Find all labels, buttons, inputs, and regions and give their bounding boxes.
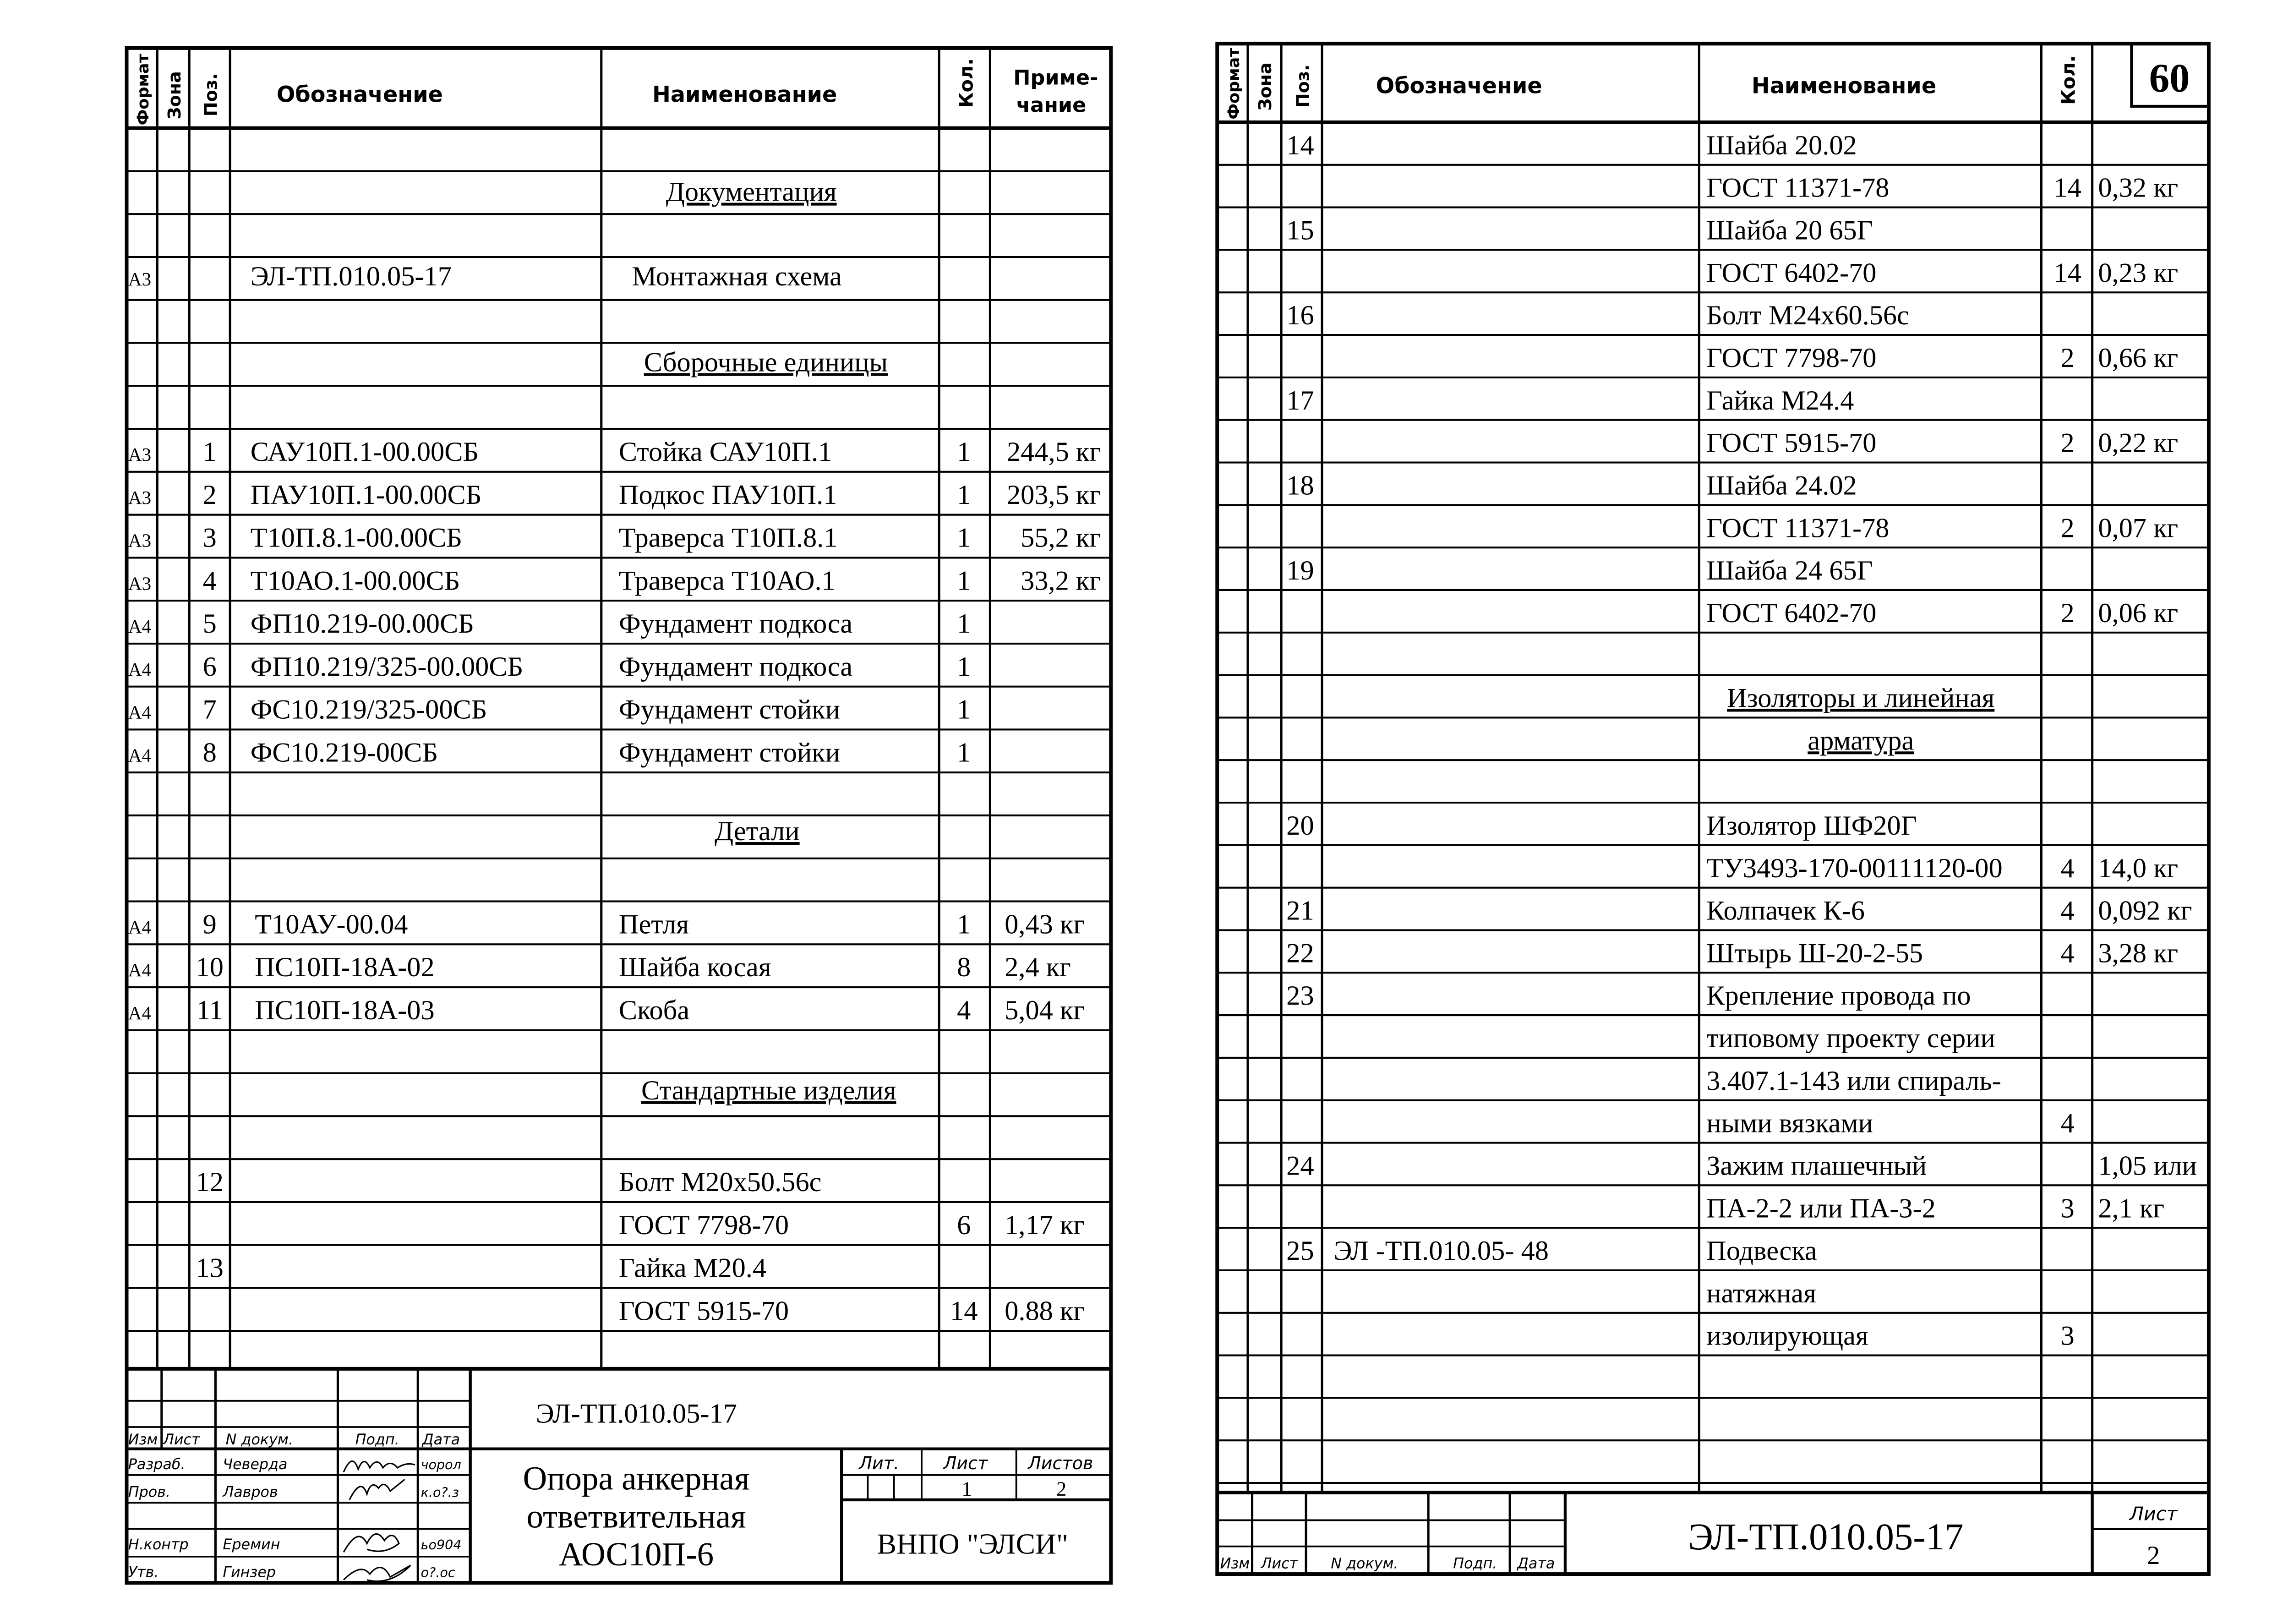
header-note-line2: чание	[1016, 93, 1087, 117]
doc-format: А3	[128, 268, 152, 290]
col-list: Лист	[163, 1432, 200, 1449]
header-name: Наименование	[652, 82, 837, 108]
row-note: 0,32 кг	[2098, 172, 2179, 203]
row-qty: 3	[2060, 1193, 2075, 1224]
row-format: А4	[128, 1002, 152, 1023]
row-qty: 1	[957, 437, 971, 468]
row-name: Шайба 20.02	[1706, 130, 1857, 161]
date-approve: о?.ос	[421, 1564, 455, 1580]
date-develop: чорол	[421, 1457, 461, 1473]
sheet-value: 1	[961, 1477, 972, 1500]
row-name: Траверса Т10П.8.1	[618, 522, 838, 553]
row-designation: ПС10П-18А-03	[255, 995, 435, 1026]
row-note: 0,092 кг	[2098, 895, 2192, 926]
row-name: ГОСТ 6402-70	[1706, 257, 1877, 289]
row-designation: ЭЛ -ТП.010.05- 48	[1333, 1236, 1549, 1267]
col-date: Дата	[1517, 1555, 1555, 1572]
row-pos: 3	[202, 522, 217, 553]
row-name: Гайка М20.4	[618, 1252, 767, 1284]
row-pos: 6	[202, 651, 217, 682]
row-note: 2,1 кг	[2098, 1193, 2164, 1224]
row-qty: 4	[2060, 853, 2075, 884]
row-pos: 18	[1286, 470, 1314, 501]
row-name: Шайба 24 65Г	[1706, 555, 1873, 586]
row-name: ГОСТ 5915-70	[1706, 427, 1877, 459]
name-ncontrol: Еремин	[223, 1536, 280, 1553]
row-format: А4	[128, 959, 152, 981]
row-pos: 8	[202, 737, 217, 768]
row-format: А4	[128, 701, 152, 723]
signature-develop	[344, 1461, 415, 1472]
row-note: 14,0 кг	[2098, 853, 2179, 884]
right-table-body	[1286, 130, 2197, 1351]
row-note: 0,66 кг	[2098, 342, 2179, 373]
row-name: Болт М24х60.56с	[1706, 300, 1909, 331]
row-pos: 21	[1286, 895, 1314, 926]
header-format: Формат	[134, 54, 153, 126]
row-qty: 1	[957, 694, 971, 725]
row-note: 1,05 или	[2098, 1150, 2197, 1181]
row-pos: 10	[196, 952, 224, 983]
row-qty: 14	[2054, 172, 2081, 203]
col-izm: Изм	[1220, 1555, 1250, 1572]
sheet-value: 2	[2146, 1541, 2160, 1570]
row-note: 0,43 кг	[1005, 909, 1085, 940]
row-pos: 15	[1286, 215, 1314, 246]
row-format: А4	[128, 916, 152, 938]
row-name: Крепление провода по	[1706, 980, 1971, 1012]
left-header-row	[134, 54, 1098, 126]
page-number-badge: 60	[2149, 56, 2190, 101]
row-format: А4	[128, 658, 152, 680]
row-name: ГОСТ 7798-70	[1706, 342, 1877, 373]
sheet-label: Лист	[943, 1453, 988, 1474]
title-line-1: Опора анкерная	[523, 1460, 750, 1497]
col-izm: Изм	[128, 1432, 158, 1449]
row-qty: 1	[957, 565, 971, 596]
row-note: 3,28 кг	[2098, 938, 2179, 969]
sheets-value: 2	[1056, 1477, 1067, 1500]
row-note: 0,06 кг	[2098, 597, 2179, 629]
left-title-block	[128, 1398, 1093, 1581]
row-name: Подкос ПАУ10П.1	[618, 479, 837, 510]
name-develop: Чеверда	[223, 1456, 288, 1473]
header-designation: Обозначение	[276, 82, 443, 108]
right-header-row	[1225, 48, 2079, 120]
right-title-block	[1220, 1503, 2179, 1572]
row-designation: ПАУ10П.1-00.00СБ	[250, 479, 482, 510]
row-name: типовому проекту серии	[1706, 1023, 1995, 1054]
row-name: ГОСТ 7798-70	[618, 1209, 789, 1241]
role-check: Пров.	[128, 1484, 171, 1501]
row-pos: 7	[202, 694, 217, 725]
name-approve: Гинзер	[223, 1564, 276, 1581]
row-pos: 5	[202, 608, 217, 640]
row-name: Стойка САУ10П.1	[618, 437, 832, 468]
section-assembly-units: Сборочные единицы	[644, 347, 888, 378]
row-name: ГОСТ 5915-70	[618, 1296, 789, 1327]
row-name: ТУ3493-170-00111120-00	[1706, 853, 2003, 884]
header-format: Формат	[1224, 48, 1243, 120]
row-name: ными вязками	[1706, 1108, 1873, 1139]
row-name: Шайба 20 65Г	[1706, 215, 1873, 246]
title-line-3: АОС10П-6	[558, 1535, 714, 1573]
section-details: Детали	[715, 816, 800, 847]
row-note: 0,22 кг	[2098, 427, 2179, 459]
signature-check	[350, 1479, 405, 1500]
row-name: Шайба косая	[618, 952, 771, 983]
row-pos: 16	[1286, 300, 1314, 331]
row-qty: 14	[950, 1296, 978, 1327]
header-designation: Обозначение	[1376, 73, 1542, 99]
row-designation: САУ10П.1-00.00СБ	[250, 437, 479, 468]
row-note: 1,17 кг	[1005, 1209, 1085, 1241]
row-format: А3	[128, 573, 152, 594]
signature-ncontrol	[344, 1534, 399, 1552]
row-qty: 4	[957, 995, 971, 1026]
row-pos: 20	[1286, 810, 1314, 841]
row-pos: 14	[1286, 130, 1314, 161]
row-pos: 12	[196, 1167, 224, 1198]
row-designation: ФП10.219/325-00.00СБ	[250, 651, 524, 682]
row-name: Фундамент стойки	[618, 737, 840, 768]
row-designation: Т10АО.1-00.00СБ	[250, 565, 460, 596]
role-approve: Утв.	[128, 1564, 159, 1581]
row-name: Скоба	[618, 995, 690, 1026]
row-pos: 24	[1286, 1150, 1314, 1181]
col-list: Лист	[1261, 1555, 1298, 1572]
row-pos: 9	[202, 909, 217, 940]
row-designation: ФС10.219/325-00СБ	[250, 694, 487, 725]
row-qty: 2	[2060, 513, 2075, 544]
row-note: 55,2 кг	[1021, 522, 1101, 553]
row-name: Зажим плашечный	[1706, 1150, 1927, 1181]
role-ncontrol: Н.контр	[128, 1536, 189, 1553]
col-sign: Подп.	[355, 1432, 399, 1449]
row-qty: 2	[2060, 597, 2075, 629]
row-qty: 4	[2060, 895, 2075, 926]
row-name: Подвеска	[1706, 1236, 1817, 1267]
row-note: 33,2 кг	[1021, 565, 1101, 596]
row-note: 203,5 кг	[1006, 479, 1101, 510]
row-pos: 23	[1286, 980, 1314, 1012]
title-block-code: ЭЛ-ТП.010.05-17	[1688, 1515, 1964, 1558]
row-name: изолирующая	[1706, 1320, 1868, 1351]
row-note: 244,5 кг	[1006, 437, 1101, 468]
organization: ВНПО "ЭЛСИ"	[877, 1527, 1068, 1560]
header-pos: Поз.	[1293, 64, 1313, 108]
row-qty: 14	[2054, 257, 2081, 289]
signature-scribbles	[344, 1461, 415, 1581]
row-format: А3	[128, 530, 152, 551]
row-qty: 2	[2060, 342, 2075, 373]
row-name: Шайба 24.02	[1706, 470, 1857, 501]
section-documentation: Документация	[666, 176, 837, 208]
row-name: Колпачек К-6	[1706, 895, 1865, 926]
row-qty: 1	[957, 909, 971, 940]
doc-designation: ЭЛ-ТП.010.05-17	[250, 261, 452, 292]
row-name: Петля	[618, 909, 689, 940]
row-qty: 4	[2060, 938, 2075, 969]
header-qty: Кол.	[955, 58, 978, 108]
row-designation: ФС10.219-00СБ	[250, 737, 438, 768]
row-pos: 4	[202, 565, 217, 596]
row-name: Фундамент подкоса	[618, 608, 853, 640]
header-name: Наименование	[1751, 73, 1937, 99]
doc-name: Монтажная схема	[632, 261, 842, 292]
row-note: 0.88 кг	[1005, 1296, 1085, 1327]
row-name: 3.407.1-143 или спираль-	[1706, 1065, 2001, 1096]
row-pos: 22	[1286, 938, 1314, 969]
row-pos: 13	[196, 1252, 224, 1284]
row-pos: 17	[1286, 385, 1314, 416]
row-note: 0,23 кг	[2098, 257, 2179, 289]
col-date: Дата	[422, 1432, 460, 1449]
row-qty: 1	[957, 522, 971, 553]
row-format: А3	[128, 487, 152, 508]
row-qty: 6	[957, 1209, 971, 1241]
date-check: к.о?.з	[421, 1484, 459, 1500]
col-ndoc: N докум.	[1331, 1555, 1398, 1572]
row-note: 5,04 кг	[1005, 995, 1085, 1026]
row-qty: 1	[957, 651, 971, 682]
row-qty: 4	[2060, 1108, 2075, 1139]
row-name: Фундамент подкоса	[618, 651, 853, 682]
row-format: А4	[128, 616, 152, 637]
row-name: ГОСТ 11371-78	[1706, 172, 1890, 203]
row-designation: Т10АУ-00.04	[255, 909, 408, 940]
row-name: Болт М20х50.56с	[618, 1167, 822, 1198]
row-designation: Т10П.8.1-00.00СБ	[250, 522, 463, 553]
date-ncontrol: ьо904	[421, 1537, 462, 1553]
section-title: арматура	[1808, 725, 1914, 756]
row-name: Штырь Ш-20-2-55	[1706, 938, 1923, 969]
row-format: А4	[128, 744, 152, 766]
row-name: Фундамент стойки	[618, 694, 840, 725]
header-pos: Поз.	[201, 73, 221, 117]
section-title: Изоляторы и линейная	[1727, 683, 1995, 714]
lit-label: Лит.	[859, 1453, 900, 1474]
header-qty: Кол.	[2057, 55, 2080, 105]
sheet-label: Лист	[2129, 1503, 2178, 1525]
row-qty: 8	[957, 952, 971, 983]
row-pos: 2	[202, 479, 217, 510]
row-format: А3	[128, 444, 152, 465]
row-note: 2,4 кг	[1005, 952, 1071, 983]
left-table-body	[128, 177, 1101, 1327]
col-ndoc: N докум.	[225, 1432, 293, 1449]
row-qty: 3	[2060, 1320, 2075, 1351]
row-name: Гайка М24.4	[1706, 385, 1854, 416]
name-check: Лавров	[223, 1484, 278, 1501]
row-name: ГОСТ 11371-78	[1706, 513, 1890, 544]
header-zone: Зона	[1255, 62, 1275, 111]
row-pos: 1	[202, 437, 217, 468]
title-block-code: ЭЛ-ТП.010.05-17	[535, 1398, 737, 1429]
row-pos: 25	[1286, 1236, 1314, 1267]
row-qty: 1	[957, 479, 971, 510]
row-name: ПА-2-2 или ПА-3-2	[1706, 1193, 1936, 1224]
row-designation: ПС10П-18А-02	[255, 952, 435, 983]
col-sign: Подп.	[1453, 1555, 1497, 1572]
row-designation: ФП10.219-00.00СБ	[250, 608, 474, 640]
row-name: Изолятор ШФ20Г	[1706, 810, 1917, 841]
row-name: ГОСТ 6402-70	[1706, 597, 1877, 629]
section-standard-items: Стандартные изделия	[641, 1075, 896, 1106]
sheets-label: Листов	[1028, 1453, 1093, 1474]
row-pos: 19	[1286, 555, 1314, 586]
header-zone: Зона	[164, 71, 185, 120]
role-develop: Разраб.	[128, 1456, 186, 1473]
header-note-line1: Приме-	[1013, 66, 1098, 90]
signature-approve	[344, 1565, 410, 1581]
title-line-2: ответвительная	[526, 1498, 746, 1535]
row-note: 0,07 кг	[2098, 513, 2179, 544]
row-qty: 1	[957, 608, 971, 640]
row-name: Траверса Т10АО.1	[618, 565, 836, 596]
row-pos: 11	[196, 995, 223, 1026]
row-qty: 2	[2060, 427, 2075, 459]
row-name: натяжная	[1706, 1278, 1816, 1309]
row-qty: 1	[957, 737, 971, 768]
